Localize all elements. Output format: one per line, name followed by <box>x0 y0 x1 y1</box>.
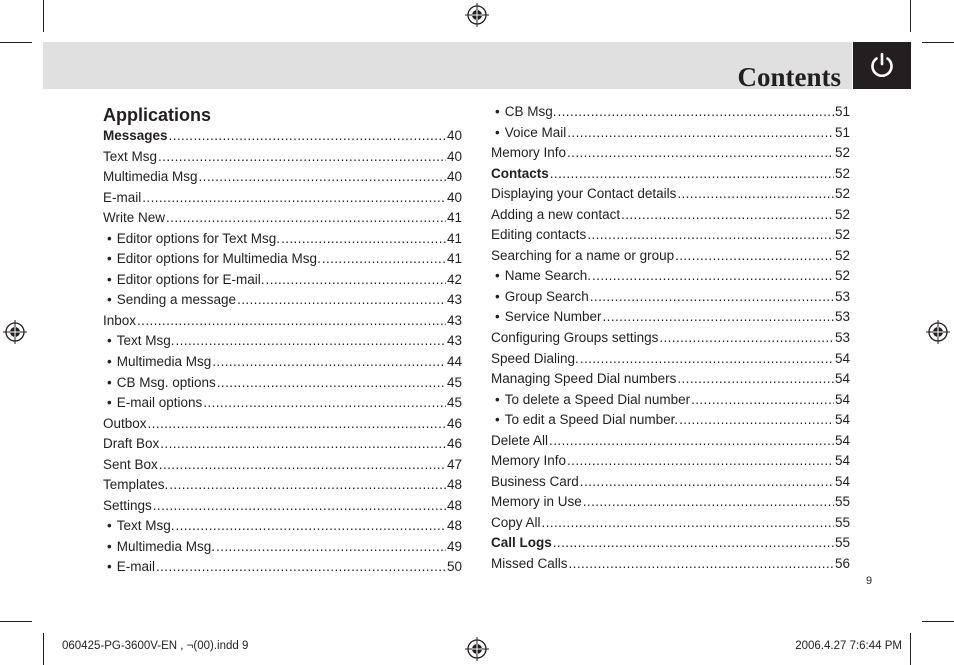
toc-entry-label: • Multimedia Msg. <box>103 539 215 554</box>
toc-entry-page: 50 <box>446 559 462 575</box>
dot-leader <box>677 371 834 386</box>
toc-entry <box>491 371 850 392</box>
toc-entry-label: Sent Box <box>103 456 158 472</box>
toc-entry <box>491 186 850 207</box>
toc-entry-label: Contacts <box>491 165 549 181</box>
toc-entry <box>103 395 462 416</box>
crop-mark <box>910 633 911 665</box>
dot-leader <box>567 125 834 140</box>
toc-entry-page: 52 <box>834 145 850 161</box>
dot-leader <box>659 330 834 345</box>
toc-entry-page: 52 <box>834 268 850 284</box>
dot-leader <box>587 227 834 242</box>
toc-entry-label: • Voice Mail <box>491 125 566 140</box>
toc-entry <box>103 272 462 293</box>
toc-entry-page: 48 <box>446 497 462 513</box>
toc-entry <box>491 474 850 495</box>
toc-entry-page: 40 <box>446 169 462 185</box>
toc-entry <box>103 416 462 437</box>
toc-entry <box>491 556 850 577</box>
dot-leader <box>553 535 834 550</box>
toc-entry-page: 53 <box>834 330 850 346</box>
dot-leader <box>169 128 446 143</box>
toc-entry-label: Call Logs <box>491 535 552 551</box>
toc-entry-label: Text Msg <box>103 148 158 164</box>
toc-entry-label: • To delete a Speed Dial number <box>491 392 690 407</box>
dot-leader <box>569 556 834 571</box>
toc-entry-label: Adding a new contact <box>491 206 621 222</box>
registration-mark-icon <box>926 320 950 344</box>
toc-entry-page: 54 <box>834 473 850 489</box>
toc-entry-label: Messages <box>103 128 168 143</box>
dot-leader <box>148 416 446 431</box>
dot-leader <box>156 559 446 574</box>
toc-entry <box>491 494 850 515</box>
toc-entry-page: 55 <box>834 535 850 551</box>
toc-entry-page: 43 <box>446 312 462 328</box>
toc-entry-label: Draft Box <box>103 436 160 452</box>
toc-entry-page: 47 <box>446 456 462 472</box>
dot-leader <box>549 433 834 448</box>
toc-entry <box>103 333 462 354</box>
toc-entry-page: 40 <box>446 189 462 205</box>
toc-entry-page: 43 <box>446 333 462 349</box>
dot-leader <box>691 392 834 407</box>
toc-entry-label: Inbox <box>103 312 137 328</box>
toc-entry-page: 41 <box>446 230 462 246</box>
toc-entry-page: 45 <box>446 374 462 390</box>
dot-leader <box>142 190 446 205</box>
toc-entry-label: • Group Search <box>491 289 589 304</box>
toc-entry-page: 55 <box>834 514 850 530</box>
toc-entry-page: 41 <box>446 251 462 267</box>
dot-leader <box>237 292 446 307</box>
dot-leader <box>567 145 834 160</box>
dot-leader <box>212 354 446 369</box>
crop-mark <box>0 621 32 622</box>
registration-mark-icon <box>3 320 27 344</box>
toc-left-column <box>103 128 462 580</box>
page-number: 9 <box>866 575 873 587</box>
registration-mark-icon <box>465 3 489 27</box>
toc-entry-label: Write New <box>103 210 166 226</box>
crop-mark <box>922 621 954 622</box>
toc-entry <box>103 477 462 498</box>
toc-entry <box>103 292 462 313</box>
toc-entry-label: • Text Msg. <box>103 333 175 348</box>
toc-entry-label: • To edit a Speed Dial number. <box>491 412 678 427</box>
toc-entry <box>491 330 850 351</box>
toc-entry-page: 54 <box>834 350 850 366</box>
dot-leader <box>542 515 834 530</box>
toc-entry-label: • Name Search. <box>491 268 591 283</box>
toc-entry <box>103 436 462 457</box>
toc-entry-page: 52 <box>834 227 850 243</box>
toc-entry-label: E-mail <box>103 189 142 205</box>
toc-entry <box>103 354 462 375</box>
toc-entry-page: 42 <box>446 271 462 287</box>
toc-entry-page: 52 <box>834 247 850 263</box>
dot-leader <box>592 268 834 283</box>
toc-entry-page: 49 <box>446 538 462 554</box>
toc-right-column <box>491 104 850 577</box>
dot-leader <box>322 251 446 266</box>
dot-leader <box>266 272 446 287</box>
toc-entry <box>103 149 462 170</box>
crop-mark <box>43 633 44 665</box>
toc-entry-label: • Editor options for Text Msg. <box>103 231 280 246</box>
toc-entry-page: 55 <box>834 494 850 510</box>
toc-entry <box>491 268 850 289</box>
toc-entry-label: • CB Msg. <box>491 104 557 119</box>
toc-entry <box>103 498 462 519</box>
dot-leader <box>677 186 834 201</box>
toc-entry <box>491 453 850 474</box>
toc-entry-label: Memory Info <box>491 145 567 161</box>
toc-entry-page: 40 <box>446 128 462 143</box>
toc-entry <box>491 515 850 536</box>
toc-entry-page: 48 <box>446 518 462 534</box>
section-heading: Applications <box>103 105 212 125</box>
toc-entry <box>491 289 850 310</box>
toc-entry <box>103 375 462 396</box>
header-bar <box>43 42 852 89</box>
toc-entry-label: Delete All <box>491 432 549 448</box>
toc-entry-label: Outbox <box>103 415 147 431</box>
dot-leader <box>590 289 834 304</box>
toc-entry <box>491 433 850 454</box>
dot-leader <box>159 457 446 472</box>
toc-entry-label: Missed Calls <box>491 556 568 572</box>
toc-entry <box>103 169 462 190</box>
toc-entry-page: 53 <box>834 309 850 325</box>
dot-leader <box>550 166 834 181</box>
toc-entry-label: Memory in Use <box>491 494 582 510</box>
toc-entry-page: 43 <box>446 292 462 308</box>
toc-entry <box>491 207 850 228</box>
footer-timestamp: 2006.4.27 7:6:44 PM <box>795 640 902 652</box>
toc-entry-page: 54 <box>834 412 850 428</box>
toc-entry-label: Speed Dialing. <box>491 350 579 366</box>
toc-entry-label: • CB Msg. options <box>103 375 216 390</box>
dot-leader <box>281 231 446 246</box>
toc-entry-label: • E-mail options <box>103 395 202 410</box>
toc-entry <box>491 104 850 125</box>
dot-leader <box>153 498 446 513</box>
dot-leader <box>567 453 834 468</box>
toc-entry-label: • Sending a message <box>103 292 236 307</box>
dot-leader <box>199 169 446 184</box>
toc-entry-page: 46 <box>446 415 462 431</box>
toc-entry <box>103 190 462 211</box>
crop-mark <box>43 0 44 32</box>
toc-entry <box>491 125 850 146</box>
toc-entry-page: 52 <box>834 186 850 202</box>
toc-entry <box>491 412 850 433</box>
toc-entry-page: 53 <box>834 288 850 304</box>
dot-leader <box>158 149 446 164</box>
section-tab <box>853 42 911 89</box>
toc-entry-page: 44 <box>446 354 462 370</box>
toc-entry-page: 52 <box>834 206 850 222</box>
toc-entry-label: Templates. <box>103 477 169 493</box>
dot-leader <box>217 375 446 390</box>
toc-entry-label: • Editor options for Multimedia Msg. <box>103 251 321 266</box>
toc-entry-page: 51 <box>834 124 850 140</box>
toc-entry-label: • Multimedia Msg <box>103 354 211 369</box>
toc-entry-label: Searching for a name or group <box>491 247 675 263</box>
toc-entry-label: Memory Info <box>491 453 567 469</box>
dot-leader <box>166 210 446 225</box>
toc-entry <box>491 351 850 372</box>
dot-leader <box>216 539 446 554</box>
toc-entry <box>491 392 850 413</box>
toc-entry-page: 54 <box>834 453 850 469</box>
toc-entry <box>491 309 850 330</box>
dot-leader <box>176 518 446 533</box>
toc-entry-label: • Editor options for E-mail. <box>103 272 265 287</box>
footer-file-info: 060425-PG-3600V-EN , ¬(00).indd 9 <box>62 640 249 652</box>
toc-entry-page: 56 <box>834 556 850 572</box>
toc-entry <box>491 145 850 166</box>
toc-entry-label: Copy All <box>491 514 541 530</box>
toc-entry-label: Configuring Groups settings <box>491 330 659 346</box>
toc-entry-page: 54 <box>834 432 850 448</box>
toc-entry-label: Multimedia Msg <box>103 169 198 185</box>
dot-leader <box>675 248 834 263</box>
toc-entry <box>103 231 462 252</box>
toc-entry-page: 46 <box>446 436 462 452</box>
dot-leader <box>580 474 834 489</box>
toc-entry-page: 41 <box>446 210 462 226</box>
toc-entry-label: Settings <box>103 497 152 513</box>
toc-entry <box>491 227 850 248</box>
toc-entry-label: • E-mail <box>103 559 155 574</box>
crop-mark <box>910 0 911 32</box>
dot-leader <box>603 309 834 324</box>
toc-entry-label: Managing Speed Dial numbers <box>491 371 677 387</box>
toc-entry-page: 45 <box>446 395 462 411</box>
page-title: Contents <box>737 62 841 92</box>
dot-leader <box>558 104 834 119</box>
toc-entry-label: • Service Number <box>491 309 602 324</box>
power-icon <box>868 51 896 79</box>
toc-entry-label: Business Card <box>491 473 579 489</box>
toc-entry-page: 54 <box>834 391 850 407</box>
toc-entry <box>103 457 462 478</box>
toc-entry <box>491 248 850 269</box>
toc-entry <box>491 166 850 187</box>
toc-entry-page: 52 <box>834 165 850 181</box>
toc-entry-page: 48 <box>446 477 462 493</box>
toc-entry-page: 54 <box>834 371 850 387</box>
toc-entry-label: • Text Msg. <box>103 518 175 533</box>
dot-leader <box>580 351 834 366</box>
registration-mark-icon <box>465 637 489 661</box>
toc-entry <box>103 539 462 560</box>
toc-entry-label: Editing contacts <box>491 227 587 243</box>
toc-entry <box>103 251 462 272</box>
toc-entry <box>103 518 462 539</box>
toc-entry <box>103 313 462 334</box>
toc-entry <box>103 128 462 149</box>
toc-entry <box>103 559 462 580</box>
dot-leader <box>203 395 446 410</box>
toc-entry <box>103 210 462 231</box>
dot-leader <box>160 436 446 451</box>
toc-entry-page: 40 <box>446 148 462 164</box>
dot-leader <box>679 412 834 427</box>
toc-entry-page: 51 <box>834 104 850 119</box>
dot-leader <box>583 494 834 509</box>
crop-mark <box>0 42 32 43</box>
dot-leader <box>176 333 446 348</box>
dot-leader <box>169 477 446 492</box>
toc-entry-label: Displaying your Contact details <box>491 186 677 202</box>
dot-leader <box>137 313 446 328</box>
crop-mark <box>922 42 954 43</box>
dot-leader <box>621 207 834 222</box>
toc-entry <box>491 535 850 556</box>
